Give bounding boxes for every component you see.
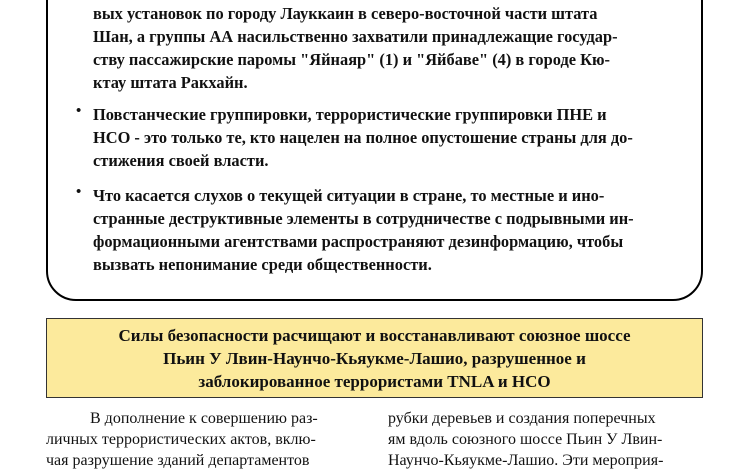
text-line: В дополнение к совершению раз- [90, 410, 318, 427]
article-headline [95, 324, 655, 393]
boxed-summary-panel [46, 0, 703, 301]
text-line: Наунчо-Кьяукме-Лашио. Эти мероприя- [388, 452, 664, 469]
text-line: НСО - это только те, кто нацелен на полное опустошение страны для до- [93, 128, 633, 147]
text-line: стижения своей власти. [93, 151, 269, 170]
text-line: вызвать непонимание среди общественности. [93, 255, 432, 274]
text-line: формационными агентствами распространяют дезинформацию, чтобы [93, 232, 624, 251]
text-line: вых установок по городу Лауккаин в северо-восточной части штата [93, 4, 598, 23]
text-line: Шан, а группы АА насильственно захватили принадлежащие государ- [93, 27, 618, 46]
text-line: Повстанческие группировки, террористические группировки ПНЕ и [93, 105, 607, 124]
bullet-icon: • [76, 184, 82, 200]
text-line: личных террористических актов, вклю- [46, 431, 316, 448]
text-line: чая разрушение зданий департаментов [46, 452, 310, 469]
text-line: рубки деревьев и создания поперечных [388, 410, 656, 427]
text-line: странные деструктивные элементы в сотрудничестве с подрывными ин- [93, 209, 634, 228]
text-line: Что касается слухов о текущей ситуации в стране, то местные и ино- [93, 186, 605, 205]
body-column-left [46, 408, 328, 471]
text-line: ям вдоль союзного шоссе Пьин У Лвин- [388, 431, 663, 448]
bullet-icon: • [76, 103, 82, 119]
body-column-right [388, 408, 670, 471]
text-line: ству пассажирские паромы "Яйнаяр" (1) и "Яйбаве" (4) в городе Кю- [93, 50, 610, 69]
bullet-text [93, 184, 679, 276]
bullet-text [93, 103, 679, 172]
headline-line: Пьин У Лвин-Наунчо-Кьяукме-Лашио, разрушенное и [163, 348, 586, 368]
text-line: ктау штата Ракхайн. [93, 73, 248, 92]
headline-line: заблокированное террористами TNLA и НСО [198, 371, 551, 391]
headline-line: Силы безопасности расчищают и восстанавливают союзное шоссе [118, 325, 631, 345]
headline-box [46, 318, 703, 398]
continued-paragraph [93, 2, 679, 94]
